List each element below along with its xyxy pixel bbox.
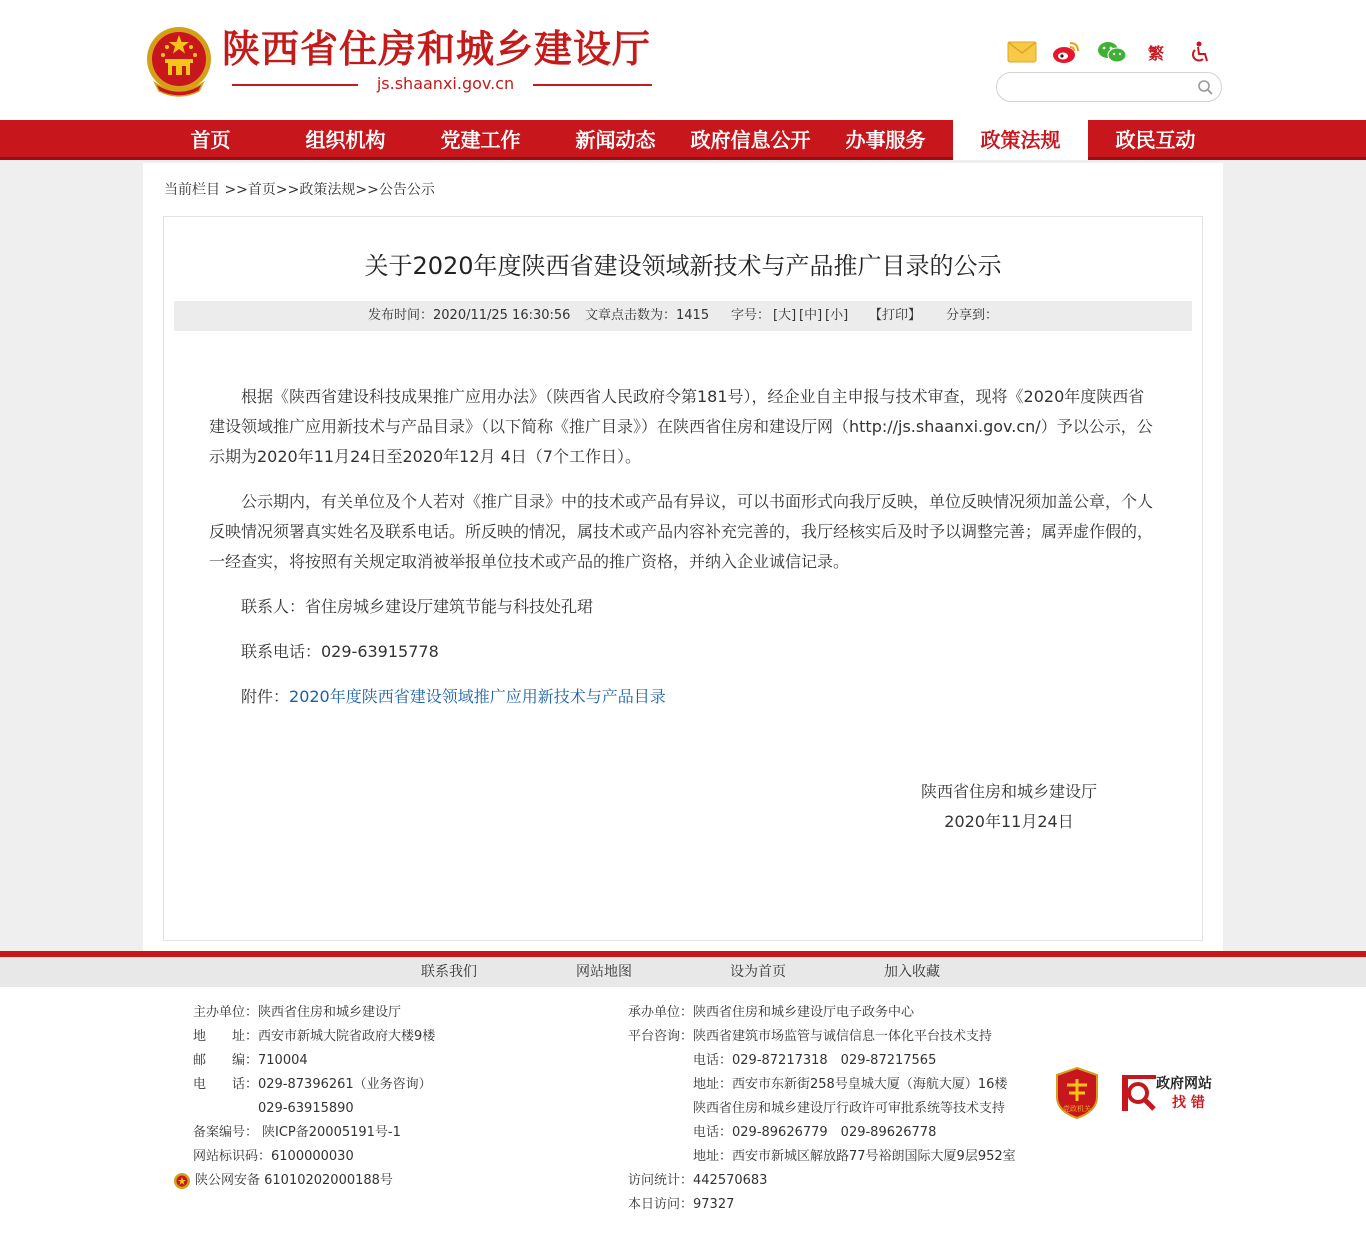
footer-value: 陕西省住房和城乡建设厅电子政务中心	[693, 1005, 915, 1020]
main-content	[143, 163, 1223, 951]
site-footer	[0, 987, 1366, 1243]
breadcrumb-separator: >>	[355, 182, 379, 198]
top-tools	[1006, 38, 1222, 66]
article-body	[209, 382, 1159, 727]
footer-row	[193, 1073, 523, 1097]
footer-value: 710004	[258, 1053, 308, 1068]
search-icon[interactable]	[1197, 79, 1213, 95]
nav-item-policy[interactable]: 政策法规	[953, 120, 1088, 160]
footer-police-record[interactable]: 陕公网安备 61010202000188号	[195, 1173, 393, 1188]
site-header	[0, 0, 1366, 120]
footer-value: 陕西省住房和城乡建设厅	[258, 1005, 402, 1020]
footer-key: 主办单位：	[193, 1005, 259, 1020]
party-gov-agency-badge-icon[interactable]	[1055, 1067, 1099, 1119]
breadcrumb	[164, 180, 435, 200]
footer-key: 备案编号：	[193, 1125, 259, 1140]
footer-info-left	[193, 1001, 523, 1193]
footer-row	[193, 1169, 523, 1193]
contact-phone: 联系电话：029-63915778	[241, 642, 439, 661]
national-emblem-icon	[145, 25, 213, 97]
article	[163, 216, 1203, 941]
footer-key: 访问统计：	[628, 1173, 694, 1188]
footer-value: 陕西省住房和城乡建设厅行政许可审批系统等技术支持	[693, 1101, 1006, 1116]
main-nav	[0, 120, 1366, 160]
share-label: 分享到：	[946, 308, 999, 323]
print-button[interactable]: 【打印】	[869, 308, 922, 323]
signature-org: 陕西省住房和城乡建设厅	[920, 782, 1097, 801]
wechat-icon[interactable]	[1096, 38, 1128, 66]
footer-value: 029-63915890	[258, 1101, 354, 1116]
attachment-label: 附件：	[241, 687, 290, 706]
footer-row	[628, 1049, 1048, 1073]
gov-site-text: 政府网站	[1156, 1076, 1212, 1092]
footer-link-favorite[interactable]: 加入收藏	[884, 964, 940, 980]
site-title: 陕西省住房和城乡建设厅	[222, 26, 652, 71]
footer-row	[628, 1193, 1048, 1217]
nav-item-organization[interactable]: 组织机构	[305, 128, 386, 152]
footer-link-set-home[interactable]: 设为首页	[730, 964, 786, 980]
breadcrumb-current[interactable]: 公告公示	[378, 182, 435, 198]
traditional-chinese-button[interactable]: 繁	[1147, 43, 1164, 63]
search-input[interactable]	[1009, 78, 1189, 96]
footer-row	[628, 1001, 1048, 1025]
footer-value: 029-87396261（业务咨询）	[258, 1077, 432, 1092]
visit-count: 442570683	[693, 1173, 768, 1188]
article-paragraph: 根据《陕西省建设科技成果推广应用办法》（陕西省人民政府令第181号），经企业自主申报与技术审查，现将《2020年度陕西省建设领域推广应用新技术与产品目录》（以下简称《推广目录》）在陕西省住房和建设厅网（http://js.shaanxi.gov.cn/）予以公示，公示期为2020年11月24日至2020年12月 4日（7个工作日）。	[209, 387, 1153, 466]
footer-value: 电话：029-89626779 029-89626778	[693, 1125, 937, 1140]
breadcrumb-separator: >>	[275, 182, 300, 198]
mail-icon[interactable]	[1006, 38, 1038, 66]
footer-key: 网站标识码：	[193, 1149, 272, 1164]
breadcrumb-section[interactable]: 政策法规	[299, 182, 356, 198]
today-visit-count: 97327	[693, 1197, 735, 1212]
footer-row	[193, 1001, 523, 1025]
contact-person: 联系人：省住房城乡建设厅建筑节能与科技处孔珺	[241, 597, 594, 616]
site-domain-row	[232, 74, 658, 94]
article-title: 关于2020年度陕西省建设领域新技术与产品推广目录的公示	[364, 252, 1002, 280]
footer-key: 承办单位：	[628, 1005, 694, 1020]
party-badge-text: 党政机关	[1063, 1105, 1091, 1113]
article-meta-bar	[174, 301, 1192, 331]
article-paragraph: 公示期内，有关单位及个人若对《推广目录》中的技术或产品有异议，可以书面形式向我厅反映，单位反映情况须加盖公章，个人反映情况须署真实姓名及联系电话。所反映的情况，属技术或产品内容补充完善的，我厅经核实后及时予以调整完善；属弄虚作假的，一经查实，将按照有关规定取消被举报单位技术或产品的推广资格，并纳入企业诚信记录。	[209, 492, 1154, 571]
weibo-icon[interactable]	[1050, 38, 1082, 66]
find-error-text: 找 错	[1172, 1095, 1205, 1111]
footer-value: 6100000030	[271, 1149, 354, 1164]
footer-value[interactable]: 陕ICP备20005191号-1	[262, 1125, 401, 1140]
police-badge-icon	[173, 1172, 191, 1190]
footer-row	[628, 1121, 1048, 1145]
footer-links	[0, 957, 1366, 987]
nav-item-interaction[interactable]: 政民互动	[1115, 128, 1196, 152]
footer-value: 西安市新城大院省政府大楼9楼	[258, 1029, 436, 1044]
nav-item-home[interactable]: 首页	[190, 128, 231, 152]
site-domain: js.shaanxi.gov.cn	[358, 74, 533, 94]
gov-site-error-report-badge[interactable]	[1120, 1071, 1220, 1117]
font-medium-button[interactable]: [中]	[799, 308, 823, 323]
signature-date: 2020年11月24日	[944, 812, 1074, 831]
footer-row	[193, 1121, 523, 1145]
footer-key: 地 址：	[193, 1029, 259, 1044]
footer-row	[628, 1145, 1048, 1169]
search-box	[996, 72, 1222, 102]
footer-info-right	[628, 1001, 1048, 1217]
breadcrumb-prefix: 当前栏目	[164, 182, 220, 198]
font-size-label: 字号：	[731, 308, 771, 323]
attachment-row	[209, 682, 1159, 712]
footer-key: 平台咨询：	[628, 1029, 694, 1044]
breadcrumb-separator: >>	[220, 182, 248, 198]
footer-value: 地址：西安市新城区解放路77号裕朗国际大厦9层952室	[693, 1149, 1016, 1164]
nav-item-gov-info[interactable]: 政府信息公开	[690, 128, 811, 152]
footer-row	[193, 1097, 523, 1121]
nav-item-party-building[interactable]: 党建工作	[440, 128, 521, 152]
footer-row	[628, 1097, 1048, 1121]
footer-link-sitemap[interactable]: 网站地图	[576, 964, 632, 980]
nav-item-services[interactable]: 办事服务	[845, 128, 926, 152]
accessibility-icon[interactable]	[1188, 38, 1212, 66]
nav-item-news[interactable]: 新闻动态	[575, 128, 656, 152]
publish-time: 发布时间：2020/11/25 16:30:56	[368, 308, 571, 323]
footer-value: 电话：029-87217318 029-87217565	[693, 1053, 937, 1068]
footer-value: 陕西省建筑市场监管与诚信信息一体化平台技术支持	[693, 1029, 993, 1044]
breadcrumb-home[interactable]: 首页	[247, 182, 276, 198]
footer-link-contact[interactable]: 联系我们	[421, 964, 477, 980]
signature	[864, 777, 1154, 837]
click-count: 文章点击数为：1415	[585, 308, 710, 323]
footer-row	[628, 1169, 1048, 1193]
footer-row	[628, 1073, 1048, 1097]
footer-key: 本日访问：	[628, 1197, 694, 1212]
attachment-link[interactable]: 2020年度陕西省建设领域推广应用新技术与产品目录	[289, 687, 666, 706]
font-small-button[interactable]: [小]	[825, 308, 849, 323]
footer-key: 邮 编：	[193, 1053, 259, 1068]
footer-row	[193, 1145, 523, 1169]
font-large-button[interactable]: [大]	[773, 308, 797, 323]
footer-value: 地址：西安市东新街258号皇城大厦（海航大厦）16楼	[693, 1077, 1008, 1092]
footer-row	[628, 1025, 1048, 1049]
footer-row	[193, 1025, 523, 1049]
footer-key: 电 话：	[193, 1077, 259, 1092]
footer-row	[193, 1049, 523, 1073]
